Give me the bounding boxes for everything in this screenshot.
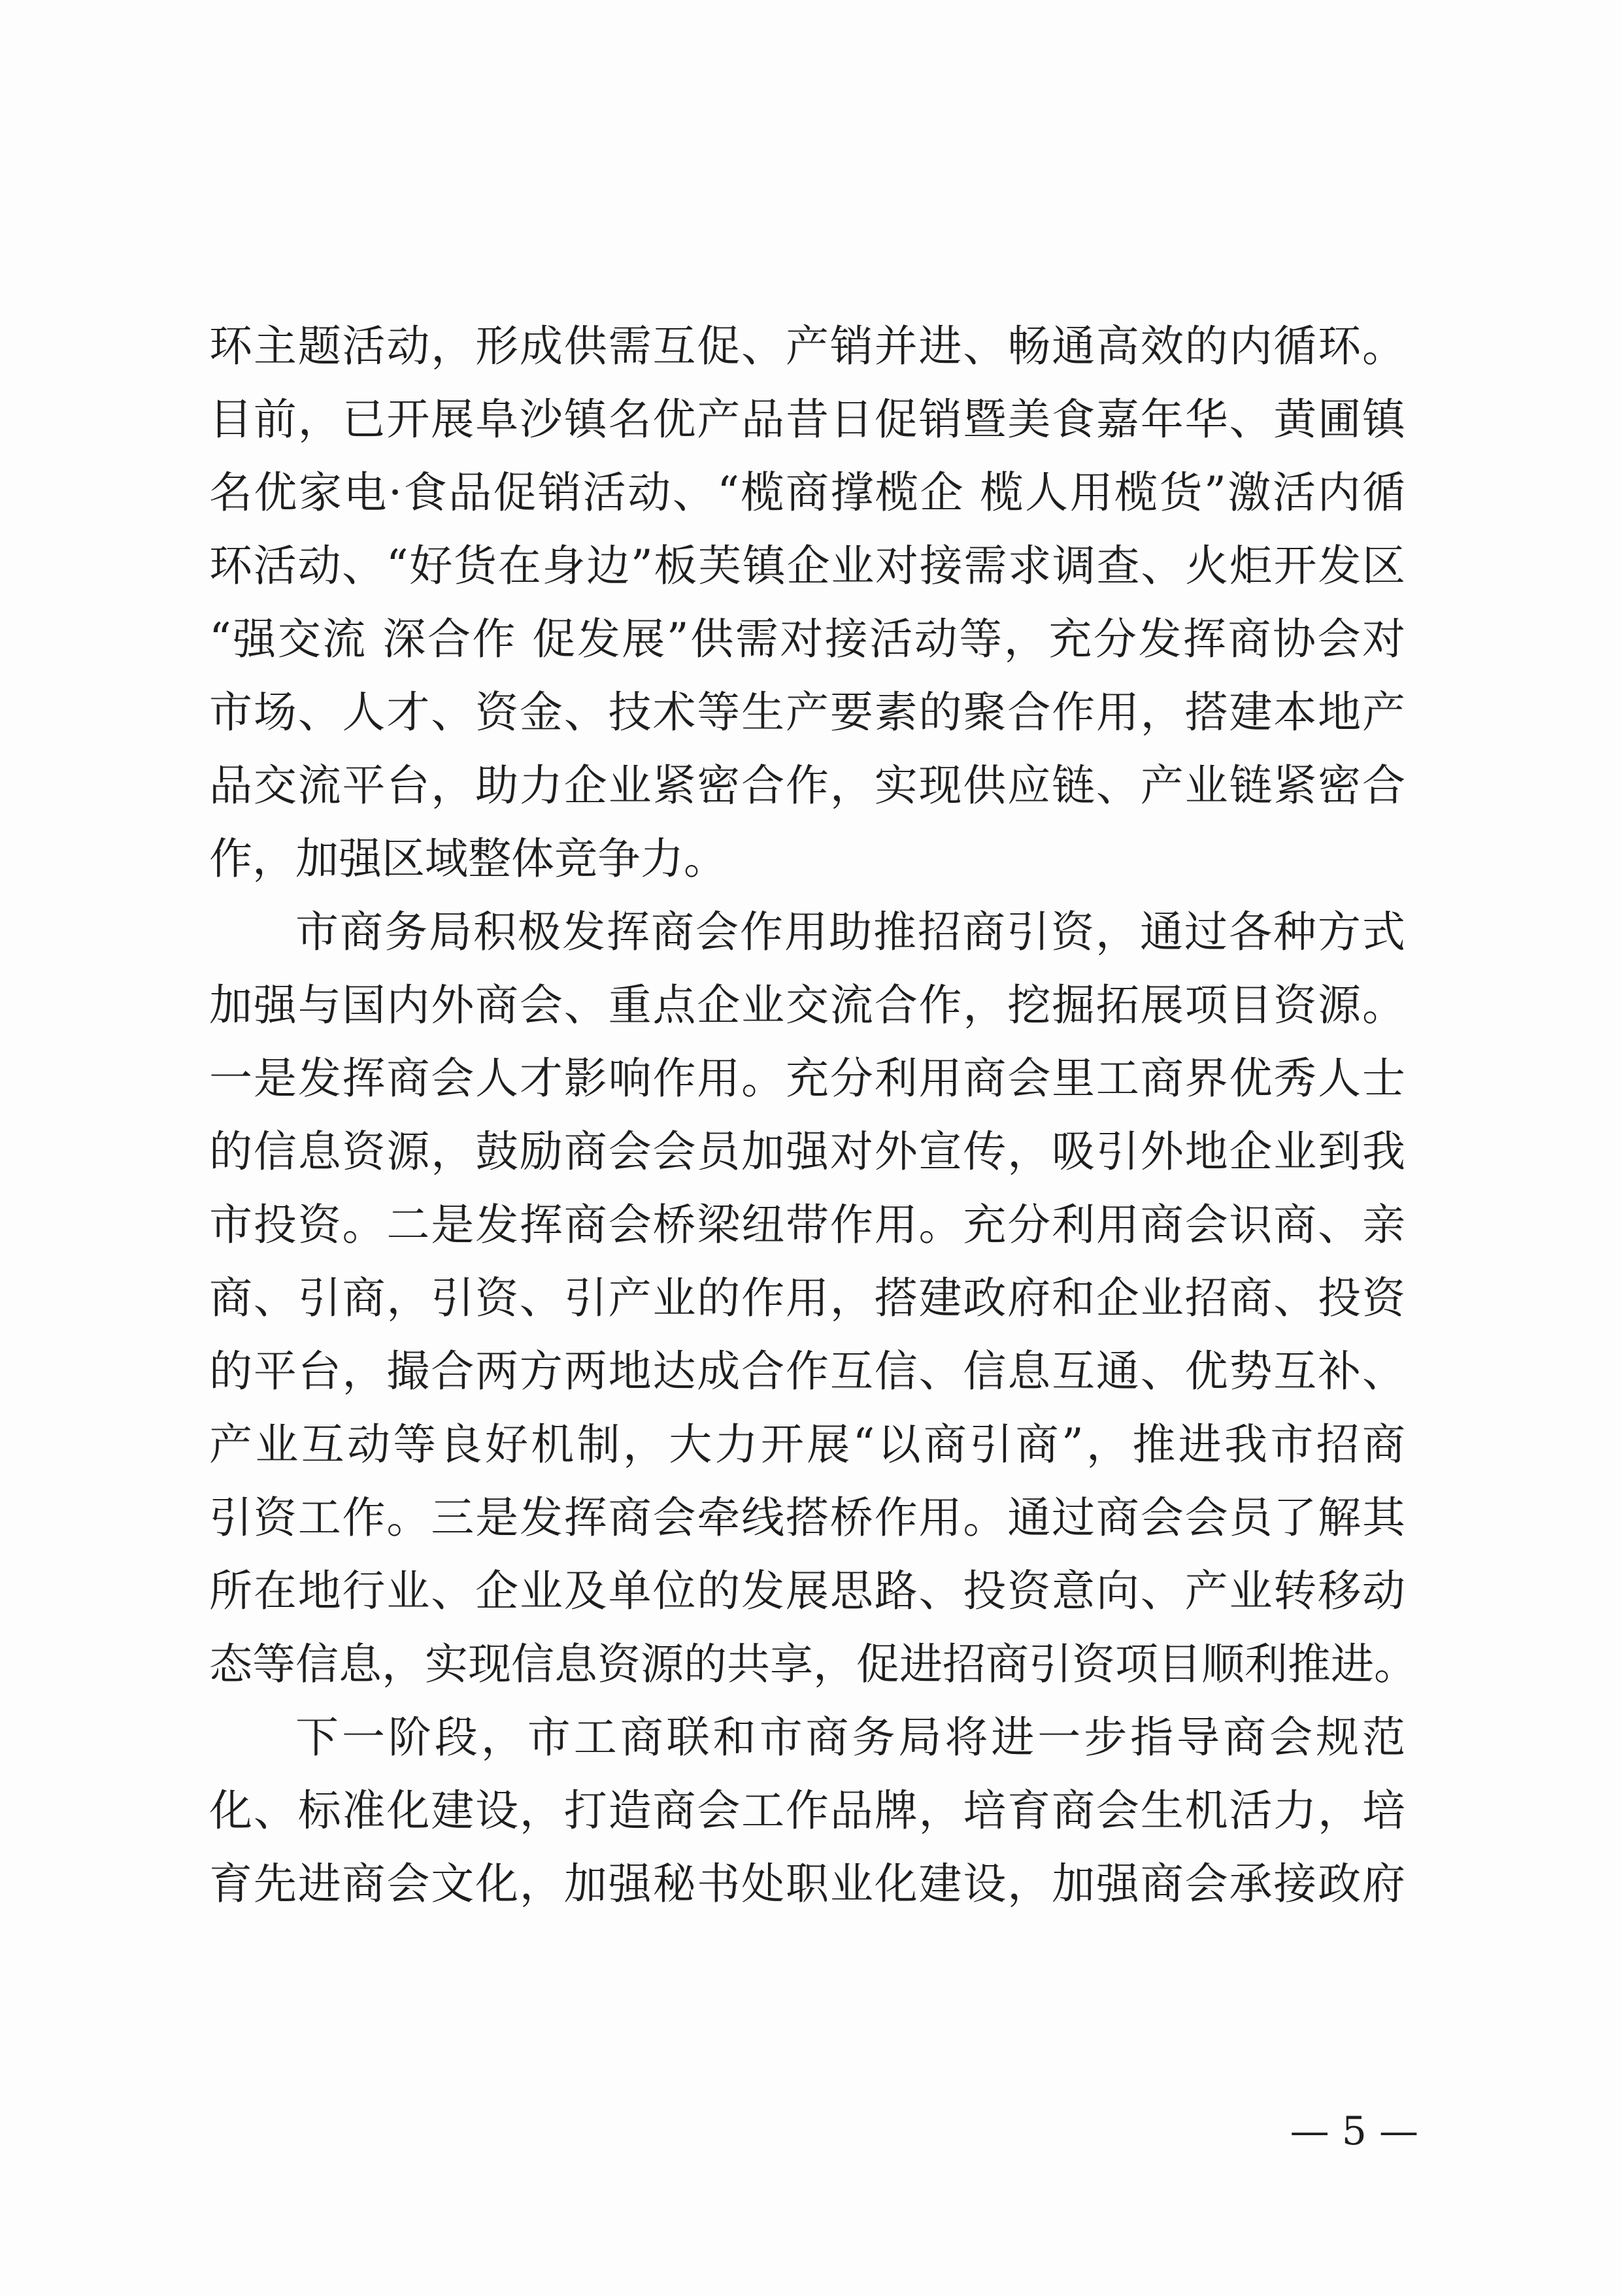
- text-line: 环主题活动，形成供需互促、产销并进、畅通高效的内循环。: [209, 321, 1405, 371]
- text-line: 商、引商，引资、引产业的作用，搭建政府和企业招商、投资: [209, 1273, 1405, 1323]
- text-line: 引资工作。三是发挥商会牵线搭桥作用。通过商会会员了解其: [209, 1493, 1405, 1543]
- page-number: — 5 —: [1290, 2108, 1418, 2154]
- text-line: 一是发挥商会人才影响作用。充分利用商会里工商界优秀人士: [209, 1053, 1405, 1104]
- text-line: “强交流 深合作 促发展”供需对接活动等，充分发挥商协会对: [209, 614, 1405, 664]
- text-line: 品交流平台，助力企业紧密合作，实现供应链、产业链紧密合: [209, 760, 1405, 811]
- paragraph-first-line: 市商务局积极发挥商会作用助推招商引资，通过各种方式: [295, 907, 1405, 957]
- text-line: 市场、人才、资金、技术等生产要素的聚合作用，搭建本地产: [209, 687, 1405, 737]
- text-line: 作，加强区域整体竞争力。: [209, 834, 727, 884]
- text-line: 态等信息，实现信息资源的共享，促进招商引资项目顺利推进。: [209, 1639, 1417, 1689]
- paragraph-first-line: 下一阶段，市工商联和市商务局将进一步指导商会规范: [295, 1712, 1405, 1763]
- text-line: 名优家电·食品促销活动、“榄商撑榄企 榄人用榄货”激活内循: [209, 467, 1405, 518]
- text-line: 的平台，撮合两方两地达成合作互信、信息互通、优势互补、: [209, 1346, 1405, 1396]
- text-line: 目前，已开展阜沙镇名优产品昔日促销暨美食嘉年华、黄圃镇: [209, 394, 1405, 445]
- text-line: 化、标准化建设，打造商会工作品牌，培育商会生机活力，培: [209, 1785, 1405, 1836]
- text-line: 环活动、“好货在身边”板芙镇企业对接需求调查、火炬开发区: [209, 541, 1405, 591]
- text-line: 育先进商会文化，加强秘书处职业化建设，加强商会承接政府: [209, 1859, 1405, 1909]
- text-line: 所在地行业、企业及单位的发展思路、投资意向、产业转移动: [209, 1566, 1405, 1616]
- text-line: 市投资。二是发挥商会桥梁纽带作用。充分利用商会识商、亲: [209, 1200, 1405, 1250]
- text-line: 产业互动等良好机制，大力开展“以商引商”，推进我市招商: [209, 1419, 1405, 1470]
- text-line: 的信息资源，鼓励商会会员加强对外宣传，吸引外地企业到我: [209, 1126, 1405, 1177]
- text-line: 加强与国内外商会、重点企业交流合作，挖掘拓展项目资源。: [209, 980, 1405, 1030]
